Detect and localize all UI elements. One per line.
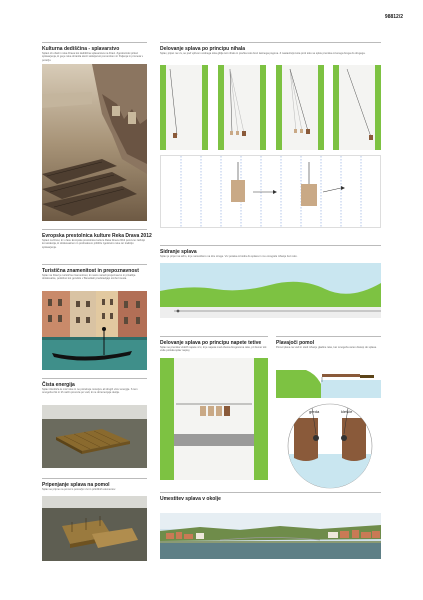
floating-pier-section — [276, 360, 381, 398]
raft-render-mooring — [42, 496, 147, 561]
text-lowering: Splav je pripet na sidro, ki je nameščeno na dnu struge. Vrv poteka od sidra do splava in mu omogoča nihanje čez reko. — [160, 255, 298, 258]
heading-tension: Delovanje splava po principu napete tetive — [160, 340, 262, 346]
text-pendulum: Splav, pripet na vrv, se pod vplivom vodnega toka giblje kot nihalo in prečka reko brez lastnega pogona. Z nastavitvijo kota proti toku se splav premika od enega brega do drugega. — [160, 52, 366, 55]
text-capital: Splavi na Dravi, ki v času Evropske prestolnice kulture Reka Drava 2012 ponovno zaživijo kot atrakcija, ki obiskovalcem in prebivalcem približa zgodovino reke ter tradicijo splavarjenja. — [42, 239, 146, 249]
divider — [42, 42, 147, 43]
label-klesce: klešče — [341, 409, 353, 414]
heading-tourist: Turistična znamenitost in prepoznavnost — [42, 268, 139, 274]
text-float: Pomol plava na vodi in sledi nihanju gladine reke, kar omogoča varen dostop do splava. — [276, 346, 377, 349]
heading-mooring: Pripenjanje splava na pomol — [42, 482, 110, 488]
text-tourist: Splav na Dravi je turistična znamenitost, ki mesto naredi prepoznavno in privablja obiskovalce, podobno kot gondole v Benetkah predstavljajo simbol mesta. — [42, 274, 136, 281]
heading-float: Plavajoči pomol — [276, 340, 315, 346]
text-mooring: Splav se pripne na pomol s pomočjo vrvi in pritrdilnih elementov. — [42, 488, 116, 491]
pier-detail-circle — [286, 398, 374, 494]
river-town-panorama — [160, 513, 381, 559]
venice-gondola-photo — [42, 291, 147, 370]
historic-rafts-photo — [42, 64, 147, 221]
text-energy: Splav izkorišča le moč reke in ne potrebuje motorjev ali drugih virov energije. S tem omogoča čist in tih način prevoza po vodi, ki ne obremenjuje okolja. — [42, 388, 138, 395]
label-greda: greda — [309, 409, 320, 414]
heading-capital: Evropska prestolnica kulture Reka Drava 2012 — [42, 233, 152, 239]
raft-render-energy — [42, 405, 147, 468]
heading-pendulum: Delovanje splava po principu nihala — [160, 46, 246, 52]
pendulum-diagram-sequence — [160, 65, 381, 150]
divider — [160, 42, 381, 43]
heading-placement: Umestitev splava v okolje — [160, 496, 221, 502]
heading-lowering: Sidranje splava — [160, 249, 197, 255]
text-cultural: Splavi ob obali in reka Drava kot dediščina splavarstva na Dravi. Zgodovinski prikaz splavarjenja, ki ga je reka ohranila skozi stoletja kot pomemben vir življenja in prometa v porečju. — [42, 52, 144, 62]
tension-diagram — [160, 358, 268, 480]
divider — [42, 378, 147, 379]
page-code: 98812/2 — [384, 14, 403, 20]
text-tension: Splav se premika vzdolž napete vrvi, ki je napeta med obema bregovoma reke, pri čemer tok vode potiska splav naprej. — [160, 346, 267, 353]
divider — [276, 336, 381, 337]
divider — [42, 478, 147, 479]
heading-cultural: Kulturna dediščina - splavarstvo — [42, 46, 120, 52]
heading-energy: Čista energija — [42, 382, 75, 388]
divider — [160, 492, 381, 493]
divider — [160, 336, 268, 337]
divider — [42, 264, 147, 265]
divider — [160, 245, 381, 246]
divider — [42, 229, 147, 230]
anchoring-section-diagram — [160, 263, 381, 318]
pendulum-plan-diagram — [160, 155, 381, 228]
